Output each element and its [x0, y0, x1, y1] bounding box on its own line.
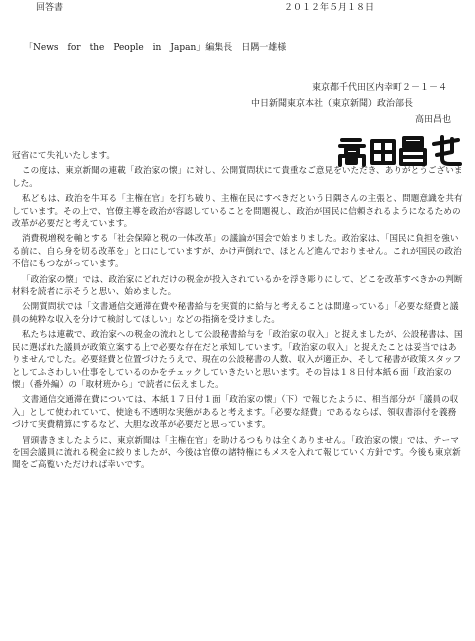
paragraph-1: この度は、東京新聞の連載「政治家の懐」に対し、公開質問状にて貴重なご意見をいただき、ありがとうございました。: [12, 166, 463, 189]
document-type: 回答書: [36, 3, 64, 13]
sender-name: 高田昌也: [414, 115, 451, 125]
paragraph-greeting: 冠省にて失礼いたします。: [12, 151, 116, 161]
document-date: ２０１２年５月１８日: [284, 3, 375, 13]
letter-body: [12, 150, 464, 475]
sender-address: 東京都千代田区内幸町２－１－４: [311, 83, 447, 93]
sender-organization: 中日新聞東京本社（東京新聞）政治部長: [250, 99, 413, 109]
paragraph-3: 消費税増税を軸とする「社会保障と税の一体改革」の議論が国会で始まりました。政治家は、「国民に負担を強いる前に、自ら身を切る改革を」と口にしていますが、かけ声倒れで、ほとんど進んでおりません。これが国民の政治不信にもつながっています。: [12, 234, 462, 270]
addressee: 「News for the People in Japan」編集長 日隅一雄様: [24, 43, 287, 53]
paragraph-6: 私たちは連載で、政治家への税金の流れとして公設秘書給与を「政治家の収入」と捉えましたが、公設秘書は、国民に選ばれた議員が政策立案する上で必要な存在だと承知しています。「政治家の収入」と捉えたことは妥当ではありませんでした。必要経費と位置づけたうえで、現在の公設秘書の人数、収入が適正か、そして秘書が政策スタッフとしてふさわしい仕事をしているのかをチェックしていきたいと思います。その旨は１８日付本紙６面「政治家の懐」（番外編）の「取材班から」で読者に伝えました。: [12, 330, 463, 390]
paragraph-4: 「政治家の懐」では、政治家にどれだけの税金が投入されているかを浮き彫りにして、どこを改革すべきかの判断材料を読者に示そうと思い、始めました。: [12, 274, 463, 298]
paragraph-5: 公開質問状では「文書通信交通滞在費や秘書給与を実質的に給与と考えることは間違っている」「必要な経費と議員の純粋な収入を分けて検討してほしい」などの指摘を受けました。: [12, 302, 459, 325]
paragraph-8: 冒頭書きましたように、東京新聞は「主権在官」を助けるつもりは全くありません。「政治家の懐」では、テーマを国会議員に流れる税金に絞りましたが、今後は官僚の諸特権にもメスを入れて報じていく方針です。今後も東京新聞をご高覧いただければ幸いです。: [12, 435, 461, 471]
paragraph-7: 文書通信交通滞在費については、本紙１７日付１面「政治家の懐」（下）で報じたように、相当部分が「議員の収入」として使われていて、使途も不透明な実態があると考えます。「必要な経費」であるならば、領収書添付を義務づけて実費精算にするなど、大胆な改革が必要だと思っています。: [12, 395, 459, 431]
paragraph-2: 私どもは、政治を牛耳る「主権在官」を打ち破り、主権在民にすべきだという日隅さんの主張と、問題意識を共有しています。その上で、官僚主導を政治が容認していることを問題視し、政治が国民に信頼されるようになるための改革が必要だと考えています。: [12, 194, 463, 230]
